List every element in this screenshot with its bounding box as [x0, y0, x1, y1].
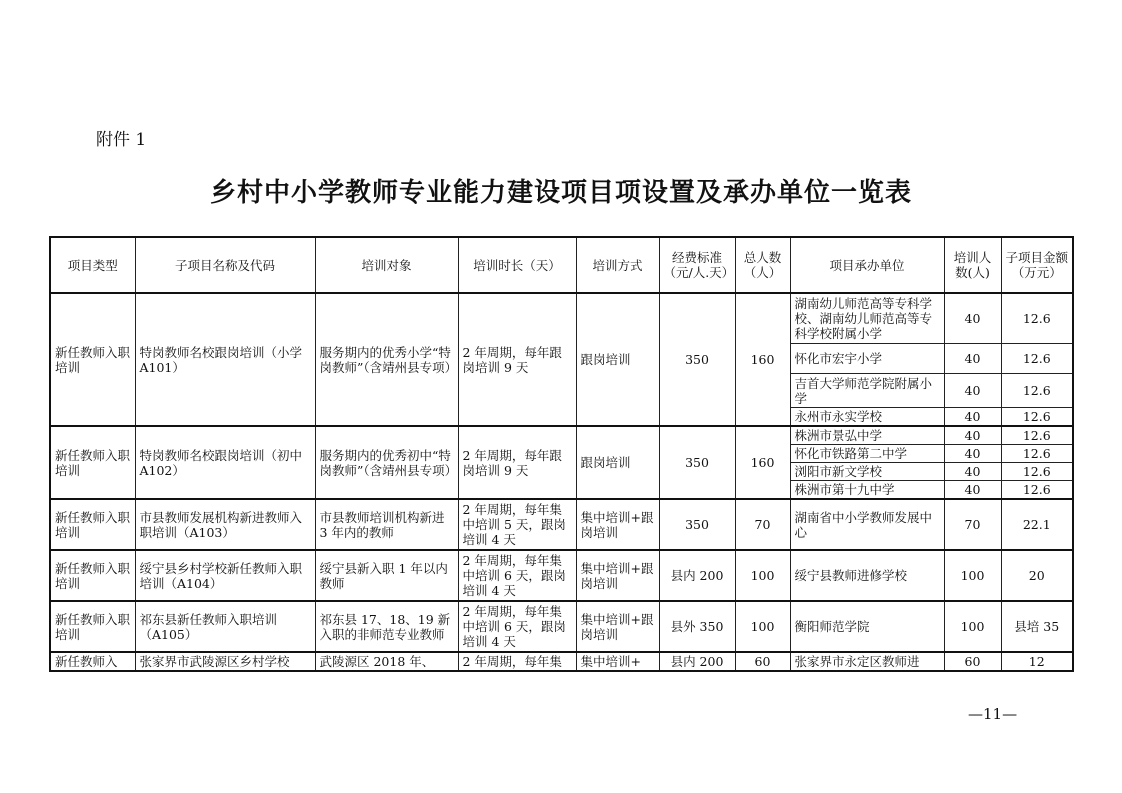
header-row [50, 237, 1073, 293]
cell-unit: 衡阳师范学院 [790, 601, 944, 652]
cell-amount: 12.6 [1001, 344, 1073, 374]
cell-unit: 张家界市永定区教师进 [790, 652, 944, 671]
cell-duration: 2 年周期，每年跟岗培训 9 天 [458, 426, 576, 499]
project-table [49, 236, 1074, 672]
cell-name: 张家界市武陵源区乡村学校 [135, 652, 315, 671]
cell-name: 绥宁县乡村学校新任教师入职培训（A104） [135, 550, 315, 601]
col-header-type: 项目类型 [50, 237, 135, 293]
cell-fee: 350 [659, 293, 735, 426]
attachment-label: 附件 1 [96, 130, 147, 150]
cell-amount: 12.6 [1001, 293, 1073, 344]
cell-amount: 20 [1001, 550, 1073, 601]
cell-duration: 2 年周期，每年集中培训 6 天，跟岗培训 4 天 [458, 601, 576, 652]
cell-mode: 集中培训+跟岗培训 [576, 601, 659, 652]
cell-fee: 350 [659, 499, 735, 550]
cell-count: 100 [944, 550, 1001, 601]
table-row [50, 652, 1073, 671]
cell-count: 40 [944, 426, 1001, 445]
cell-unit: 湖南省中小学教师发展中心 [790, 499, 944, 550]
cell-fee: 县内 200 [659, 652, 735, 671]
cell-name: 特岗教师名校跟岗培训（小学 A101） [135, 293, 315, 426]
cell-amount: 12.6 [1001, 481, 1073, 500]
cell-type: 新任教师入职培训 [50, 550, 135, 601]
cell-unit: 吉首大学师范学院附属小学 [790, 374, 944, 408]
cell-count: 40 [944, 481, 1001, 500]
cell-count: 40 [944, 408, 1001, 427]
cell-amount: 12.6 [1001, 374, 1073, 408]
col-header-name: 子项目名称及代码 [135, 237, 315, 293]
cell-unit: 绥宁县教师进修学校 [790, 550, 944, 601]
table-row [50, 550, 1073, 601]
cell-unit: 株洲市景弘中学 [790, 426, 944, 445]
cell-count: 40 [944, 293, 1001, 344]
cell-target: 服务期内的优秀初中“特岗教师”（含靖州县专项） [315, 426, 458, 499]
col-header-amount: 子项目金额（万元） [1001, 237, 1073, 293]
cell-type: 新任教师入职培训 [50, 601, 135, 652]
cell-unit: 怀化市铁路第二中学 [790, 445, 944, 463]
col-header-unit: 项目承办单位 [790, 237, 944, 293]
cell-duration: 2 年周期，每年集中培训 6 天，跟岗培训 4 天 [458, 550, 576, 601]
cell-target: 武陵源区 2018 年、 [315, 652, 458, 671]
cell-name: 祁东县新任教师入职培训（A105） [135, 601, 315, 652]
cell-count: 40 [944, 463, 1001, 481]
table-row [50, 293, 1073, 344]
cell-type: 新任教师入职培训 [50, 293, 135, 426]
cell-unit: 永州市永实学校 [790, 408, 944, 427]
col-header-duration: 培训时长（天） [458, 237, 576, 293]
cell-count: 70 [944, 499, 1001, 550]
cell-mode: 集中培训+跟岗培训 [576, 550, 659, 601]
cell-amount: 12.6 [1001, 445, 1073, 463]
cell-fee: 350 [659, 426, 735, 499]
cell-amount: 12.6 [1001, 426, 1073, 445]
cell-target: 祁东县 17、18、19 新入职的非师范专业教师 [315, 601, 458, 652]
cell-name: 市县教师发展机构新进教师入职培训（A103） [135, 499, 315, 550]
cell-count: 40 [944, 344, 1001, 374]
table-row [50, 601, 1073, 652]
cell-amount: 12.6 [1001, 408, 1073, 427]
cell-count: 60 [944, 652, 1001, 671]
page-number: —11— [968, 705, 1018, 723]
cell-mode: 集中培训+ [576, 652, 659, 671]
cell-duration: 2 年周期，每年集 [458, 652, 576, 671]
col-header-target: 培训对象 [315, 237, 458, 293]
cell-mode: 跟岗培训 [576, 293, 659, 426]
cell-total: 160 [735, 293, 790, 426]
cell-unit: 株洲市第十九中学 [790, 481, 944, 500]
cell-count: 40 [944, 374, 1001, 408]
col-header-total: 总人数（人） [735, 237, 790, 293]
cell-amount: 22.1 [1001, 499, 1073, 550]
col-header-mode: 培训方式 [576, 237, 659, 293]
cell-name: 特岗教师名校跟岗培训（初中 A102） [135, 426, 315, 499]
table-row [50, 499, 1073, 550]
col-header-count: 培训人数(人) [944, 237, 1001, 293]
cell-amount: 12 [1001, 652, 1073, 671]
cell-count: 40 [944, 445, 1001, 463]
cell-total: 160 [735, 426, 790, 499]
cell-target: 市县教师培训机构新进 3 年内的教师 [315, 499, 458, 550]
cell-fee: 县外 350 [659, 601, 735, 652]
cell-count: 100 [944, 601, 1001, 652]
cell-mode: 跟岗培训 [576, 426, 659, 499]
cell-type: 新任教师入职培训 [50, 426, 135, 499]
cell-duration: 2 年周期，每年跟岗培训 9 天 [458, 293, 576, 426]
cell-total: 100 [735, 601, 790, 652]
cell-amount: 县培 35 [1001, 601, 1073, 652]
table-row [50, 426, 1073, 445]
page-title: 乡村中小学教师专业能力建设项目项设置及承办单位一览表 [209, 178, 912, 208]
cell-target: 服务期内的优秀小学“特岗教师”（含靖州县专项） [315, 293, 458, 426]
cell-total: 100 [735, 550, 790, 601]
cell-amount: 12.6 [1001, 463, 1073, 481]
cell-unit: 怀化市宏宇小学 [790, 344, 944, 374]
cell-type: 新任教师入职培训 [50, 499, 135, 550]
col-header-fee: 经费标准（元/人.天） [659, 237, 735, 293]
cell-duration: 2 年周期，每年集中培训 5 天，跟岗培训 4 天 [458, 499, 576, 550]
cell-total: 60 [735, 652, 790, 671]
cell-unit: 湖南幼儿师范高等专科学校、湖南幼儿师范高等专科学校附属小学 [790, 293, 944, 344]
cell-total: 70 [735, 499, 790, 550]
cell-unit: 浏阳市新文学校 [790, 463, 944, 481]
cell-target: 绥宁县新入职 1 年以内教师 [315, 550, 458, 601]
cell-type: 新任教师入 [50, 652, 135, 671]
cell-fee: 县内 200 [659, 550, 735, 601]
cell-mode: 集中培训+跟岗培训 [576, 499, 659, 550]
